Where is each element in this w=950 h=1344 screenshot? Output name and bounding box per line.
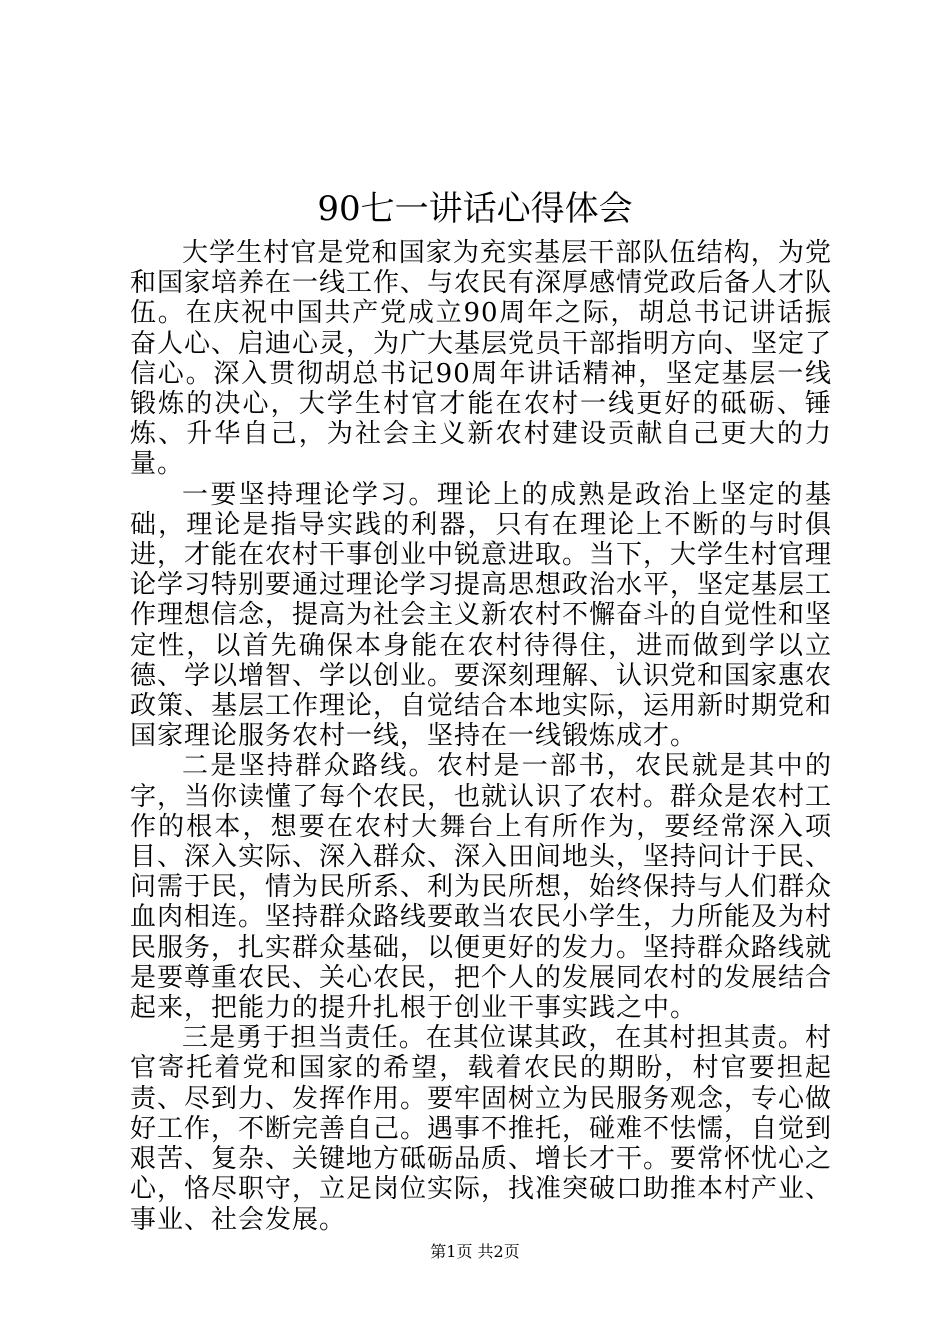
document-body: [130, 238, 832, 1235]
paragraph-intro: 大学生村官是党和国家为充实基层干部队伍结构，为党和国家培养在一线工作、与农民有深厚感情党政后备人才队伍。在庆祝中国共产党成立90周年之际，胡总书记讲话振奋人心、启迪心灵，为广大基层党员干部指明方向、坚定了信心。深入贯彻胡总书记90周年讲话精神，坚定基层一线锻炼的决心，大学生村官才能在农村一线更好的砥砺、锤炼、升华自己，为社会主义新农村建设贡献自己更大的力量。: [130, 238, 833, 480]
paragraph-responsibility: 三是勇于担当责任。在其位谋其政，在其村担其责。村官寄托着党和国家的希望，载着农民的期盼，村官要担起责、尽到力、发挥作用。要牢固树立为民服务观念，专心做好工作，不断完善自己。遇事不推托，碰难不怯懦，自觉到艰苦、复杂、关键地方砥砺品质、增长才干。要常怀忧心之心，恪尽职守，立足岗位实际，找准突破口助推本村产业、事业、社会发展。: [130, 1023, 833, 1235]
page-title: 90七一讲话心得体会: [317, 189, 633, 229]
paragraph-theory-study: 一要坚持理论学习。理论上的成熟是政治上坚定的基础，理论是指导实践的利器，只有在理论上不断的与时俱进，才能在农村干事创业中锐意进取。当下，大学生村官理论学习特别要通过理论学习提高思想政治水平，坚定基层工作理想信念，提高为社会主义新农村不懈奋斗的自觉性和坚定性，以首先确保本身能在农村待得住，进而做到学以立德、学以增智、学以创业。要深刻理解、认识党和国家惠农政策、基层工作理论，自觉结合本地实际，运用新时期党和国家理论服务农村一线，坚持在一线锻炼成才。: [130, 479, 833, 752]
page-number-footer: 第1页 共2页: [430, 1242, 520, 1261]
paragraph-mass-line: 二是坚持群众路线。农村是一部书，农民就是其中的字，当你读懂了每个农民，也就认识了农村。群众是农村工作的根本，想要在农村大舞台上有所作为，要经常深入项目、深入实际、深入群众、深入田间地头，坚持问计于民、问需于民，情为民所系、利为民所想，始终保持与人们群众血肉相连。坚持群众路线要敢当农民小学生，力所能及为村民服务，扎实群众基础，以便更好的发力。坚持群众路线就是要尊重农民、关心农民，把个人的发展同农村的发展结合起来，把能力的提升扎根于创业干事实践之中。: [130, 751, 833, 1024]
